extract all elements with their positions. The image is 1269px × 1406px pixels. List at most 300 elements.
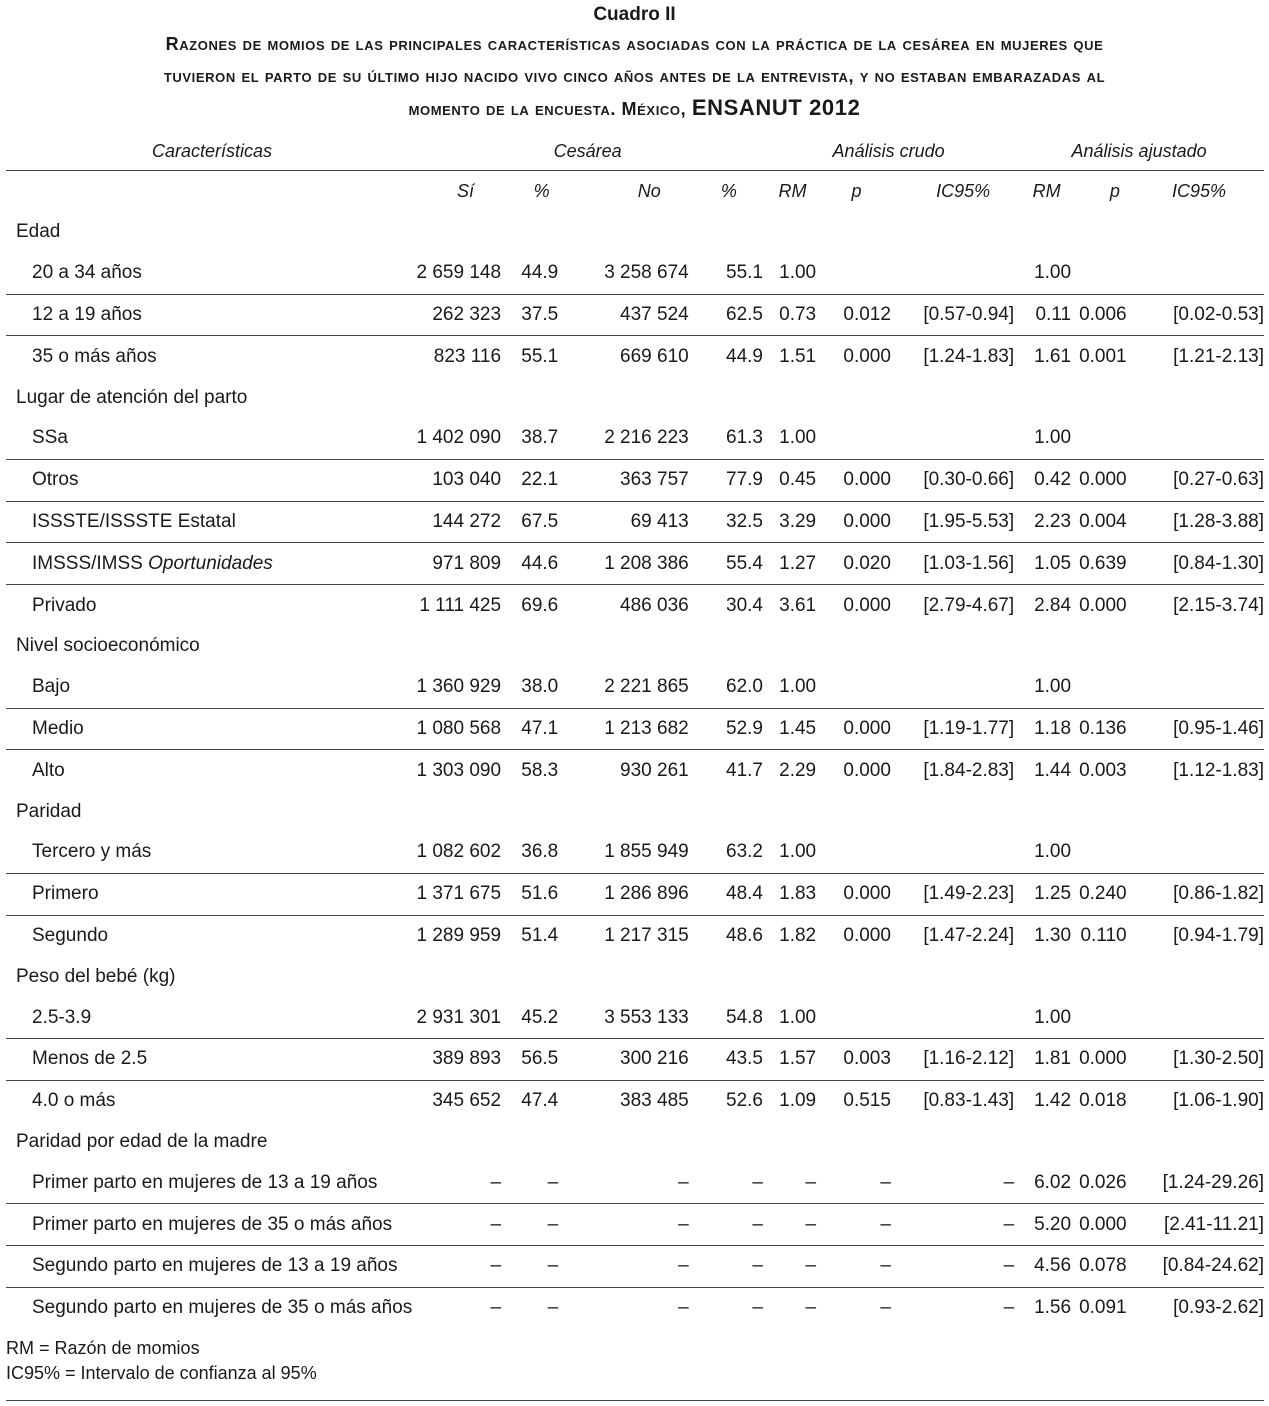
cell-pct-no: – [695,1204,763,1246]
cell-rm-crudo: 1.00 [779,841,817,863]
cell-p-ajustado: 0.000 [1079,1204,1151,1246]
characteristic-text: Medio [32,717,84,739]
cell-p-crudo: 0.012 [822,294,891,336]
cell-rm-crudo: – [763,1204,822,1246]
cell-ic-ajustado: [0.93-2.62] [1151,1287,1264,1328]
cell-ic-ajustado: [0.27-0.63] [1151,459,1264,501]
cell-si: 1 360 929 [416,676,502,698]
header-row-groups [6,132,1264,171]
cell-rm-ajustado: 5.20 [1014,1204,1079,1246]
header-pct-si: % [533,181,550,201]
cell-rm-crudo: 1.51 [763,336,822,377]
cell-p-ajustado: 0.000 [1079,1038,1151,1080]
cell-rm-crudo: 2.29 [763,750,822,791]
cell-pct-si: 56.5 [507,1038,576,1080]
cell-pct-si: 55.1 [507,336,576,377]
title-line-2: tuvieron el parto de su último hijo nacido vivo cinco años antes de la entrevista, y no estaban embarazadas al [163,66,1106,86]
cell-pct-si: 38.0 [521,676,559,698]
cell-si: 262 323 [412,294,507,336]
cell-pct-no: 55.1 [726,262,763,284]
row-characteristic [6,1204,412,1246]
row-characteristic [6,667,412,708]
characteristic-italic-text: Oportunidades [148,552,273,574]
cell-pct-si: 58.3 [507,750,576,791]
cell-pct-si: – [507,1204,576,1246]
survey-name: ENSANUT 2012 [691,95,861,120]
cell-si: – [412,1204,507,1246]
cell-ic-ajustado: [0.95-1.46] [1151,708,1264,750]
cell-p-ajustado: 0.110 [1079,915,1151,956]
table-row [6,667,1264,708]
characteristic-text: ISSSTE/ISSSTE Estatal [32,510,236,532]
characteristic-text: 20 a 34 años [32,262,142,284]
cell-rm-crudo: 1.00 [779,427,817,449]
characteristic-text: Otros [32,469,79,491]
characteristic-text: Segundo parto en mujeres de 13 a 19 años [32,1255,398,1277]
cell-pct-si: 69.6 [507,585,576,626]
header-rm-ajustado: RM [1032,181,1061,201]
cell-p-crudo [822,667,891,708]
characteristic-text: 35 o más años [32,345,157,367]
cell-ic-crudo: – [1003,1171,1015,1193]
table-row [6,915,1264,956]
cell-rm-crudo: 1.27 [763,543,822,585]
header-no: No [637,181,661,201]
table-row [6,750,1264,791]
cell-p-crudo: 0.000 [822,459,891,501]
cell-rm-ajustado: 1.30 [1014,915,1079,956]
row-characteristic [6,750,412,791]
characteristic-text: Primero [32,883,99,905]
cell-no: – [576,1287,694,1328]
cell-rm-ajustado: 2.84 [1014,585,1079,626]
cell-si: 2 659 148 [416,262,502,284]
cell-ic-crudo: [0.30-0.66] [891,459,1014,501]
cell-p-crudo: 0.020 [822,543,891,585]
cell-rm-ajustado: 1.05 [1014,543,1079,585]
cell-no: 1 286 896 [576,873,694,915]
row-characteristic [6,708,412,750]
table-row [6,1080,1264,1121]
cell-rm-ajustado: 1.56 [1014,1287,1079,1328]
cell-p-crudo: – [822,1204,891,1246]
cell-rm-ajustado: 1.00 [1034,676,1072,698]
cell-ic-ajustado: [0.02-0.53] [1151,294,1264,336]
cell-si: 345 652 [412,1080,507,1121]
cell-ic-ajustado [1151,832,1264,873]
section-label: Paridad por edad de la madre [16,1130,268,1152]
cell-rm-crudo: 3.61 [763,585,822,626]
cell-si: 144 272 [412,501,507,543]
header-p-ajustado: p [1109,181,1120,201]
cell-pct-no: 30.4 [695,585,763,626]
table-row [6,543,1264,585]
characteristic-text: 4.0 o más [32,1090,116,1112]
cell-p-ajustado [1079,997,1151,1038]
cell-rm-crudo: 1.00 [779,676,817,698]
cell-p-crudo: – [822,1287,891,1328]
cell-ic-crudo [891,997,1014,1038]
row-characteristic [6,336,412,377]
cell-ic-crudo: [1.19-1.77] [891,708,1014,750]
title-line-3-text: momento de la encuesta. México, [408,99,687,119]
table-row [6,501,1264,543]
cell-p-crudo: 0.003 [822,1038,891,1080]
section-row [6,956,1264,997]
cell-no: 437 524 [576,294,694,336]
cell-ic-ajustado: [1.12-1.83] [1151,750,1264,791]
header-p-crudo: p [851,181,862,201]
cell-ic-ajustado: [1.06-1.90] [1151,1080,1264,1121]
row-characteristic [6,873,412,915]
cell-p-ajustado: 0.091 [1079,1287,1151,1328]
cell-pct-si: 45.2 [521,1006,559,1028]
cell-ic-ajustado: [0.84-1.30] [1151,543,1264,585]
cell-ic-crudo: [1.47-2.24] [891,915,1014,956]
cell-pct-no: 62.5 [695,294,763,336]
cell-pct-si: 44.6 [507,543,576,585]
cell-no: 930 261 [576,750,694,791]
cell-ic-ajustado: [1.28-3.88] [1151,501,1264,543]
cell-pct-no: 62.0 [726,676,763,698]
cell-ic-crudo: [2.79-4.67] [891,585,1014,626]
cell-p-crudo: 0.515 [822,1080,891,1121]
cell-p-ajustado [1079,667,1151,708]
cell-si: 1 303 090 [412,750,507,791]
characteristic-text: Bajo [32,676,71,698]
cell-pct-no: 52.6 [695,1080,763,1121]
cell-pct-no: 43.5 [695,1038,763,1080]
cell-p-crudo [822,997,891,1038]
cell-pct-no: 48.6 [695,915,763,956]
row-characteristic [6,253,412,294]
cell-no: – [678,1171,689,1193]
cell-p-ajustado [1079,418,1151,459]
cell-rm-ajustado: 4.56 [1014,1245,1079,1287]
cell-ic-ajustado: [1.21-2.13] [1151,336,1264,377]
cell-no: 1 208 386 [576,543,694,585]
header-analisis-crudo: Análisis crudo [763,132,1014,171]
table-row [6,1204,1264,1246]
cell-p-ajustado: 0.003 [1079,750,1151,791]
cell-si: 103 040 [412,459,507,501]
cell-p-crudo: – [880,1171,891,1193]
header-pct-no: % [720,181,737,201]
cell-pct-no: 32.5 [695,501,763,543]
cell-p-crudo [822,418,891,459]
cell-rm-crudo: 1.45 [763,708,822,750]
cell-ic-crudo [891,667,1014,708]
cell-no: 669 610 [576,336,694,377]
section-label: Lugar de atención del parto [16,386,248,408]
cell-ic-ajustado: [2.15-3.74] [1151,585,1264,626]
cell-ic-ajustado: [0.84-24.62] [1151,1245,1264,1287]
header-caracteristicas: Características [6,132,412,171]
cell-pct-no: 52.9 [695,708,763,750]
cell-ic-crudo: [1.24-1.83] [891,336,1014,377]
section-row [6,212,1264,253]
header-ic-ajustado: IC95% [1171,181,1226,201]
characteristic-text: Tercero y más [32,841,152,863]
cell-p-crudo: 0.000 [822,750,891,791]
cell-p-ajustado [1079,253,1151,294]
characteristic-text: Primer parto en mujeres de 13 a 19 años [32,1171,378,1193]
title-line-1: Razones de momios de las principales características asociadas con la práctica de la cesárea en mujeres que [165,34,1104,54]
cell-rm-crudo: 0.73 [763,294,822,336]
table-row [6,997,1264,1038]
table-label: Cuadro II [593,4,676,25]
cell-rm-ajustado: 1.81 [1014,1038,1079,1080]
cell-rm-ajustado: 1.18 [1014,708,1079,750]
cell-rm-ajustado: 1.00 [1034,841,1072,863]
cell-ic-crudo [891,253,1014,294]
cell-ic-crudo: [1.16-2.12] [891,1038,1014,1080]
table-row [6,873,1264,915]
cell-rm-crudo: 1.09 [763,1080,822,1121]
cell-rm-crudo: 1.82 [763,915,822,956]
row-characteristic [6,543,412,585]
cell-pct-no: 54.8 [726,1006,763,1028]
row-characteristic [6,1245,412,1287]
cell-no: 2 216 223 [604,427,689,449]
cell-rm-ajustado: 0.42 [1014,459,1079,501]
cell-p-crudo: 0.000 [822,873,891,915]
cell-pct-si: 67.5 [507,501,576,543]
cell-pct-no: 77.9 [695,459,763,501]
cell-ic-crudo: – [891,1204,1014,1246]
cell-rm-crudo: 1.57 [763,1038,822,1080]
cell-rm-crudo: 1.00 [779,262,817,284]
row-characteristic [6,1162,412,1203]
cell-pct-no: 41.7 [695,750,763,791]
cell-si: – [412,1245,507,1287]
cell-si: – [412,1287,507,1328]
cell-rm-crudo: 1.00 [779,1006,817,1028]
cell-pct-no: – [752,1171,763,1193]
table-row [6,1287,1264,1328]
section-row [6,791,1264,832]
cell-p-crudo: 0.000 [822,501,891,543]
cell-no: 486 036 [576,585,694,626]
cell-pct-no: 55.4 [695,543,763,585]
footnotes [6,1336,317,1386]
cell-ic-crudo: [0.83-1.43] [891,1080,1014,1121]
cell-pct-si: 44.9 [521,262,559,284]
cell-pct-si: 36.8 [521,841,559,863]
cell-ic-ajustado [1151,253,1264,294]
characteristic-text: Privado [32,594,97,616]
cell-ic-crudo [891,418,1014,459]
cell-rm-ajustado: 1.00 [1034,1006,1072,1028]
section-row [6,377,1264,418]
header-row-columns [6,171,1264,213]
cell-pct-si: 51.4 [507,915,576,956]
cell-no: – [576,1245,694,1287]
row-characteristic [6,1038,412,1080]
section-row [6,1122,1264,1163]
footnote-ic95: IC95% = Intervalo de confianza al 95% [6,1363,317,1383]
cell-no: 383 485 [576,1080,694,1121]
cell-pct-no: 63.2 [726,841,763,863]
cell-p-ajustado: 0.006 [1079,294,1151,336]
header-si: Sí [457,181,475,201]
cell-ic-crudo: [1.95-5.53] [891,501,1014,543]
section-label: Peso del bebé (kg) [16,965,176,987]
table-title-block [0,0,1269,125]
cell-p-ajustado [1079,832,1151,873]
cell-ic-ajustado: [2.41-11.21] [1151,1204,1264,1246]
cell-si: 1 080 568 [412,708,507,750]
cell-no: 69 413 [576,501,694,543]
cell-p-crudo: – [822,1245,891,1287]
cell-pct-si: 37.5 [507,294,576,336]
section-label: Nivel socioeconómico [16,635,200,657]
cell-no: 2 221 865 [604,676,689,698]
cell-pct-no: 61.3 [726,427,763,449]
row-characteristic [6,459,412,501]
cell-ic-ajustado: [0.86-1.82] [1151,873,1264,915]
characteristic-text: 2.5-3.9 [32,1006,92,1028]
cell-pct-si: – [507,1287,576,1328]
table-row [6,418,1264,459]
header-cesarea: Cesárea [412,132,763,171]
row-characteristic [6,915,412,956]
cell-p-ajustado: 0.000 [1079,459,1151,501]
characteristic-text: IMSSS/IMSS [32,552,143,574]
cell-p-ajustado: 0.000 [1079,585,1151,626]
header-empty [6,171,412,213]
cell-ic-crudo: – [891,1245,1014,1287]
cell-p-ajustado: 0.240 [1079,873,1151,915]
cell-si: 2 931 301 [416,1006,502,1028]
cell-si: – [490,1171,502,1193]
table-row [6,253,1264,294]
cell-no: 300 216 [576,1038,694,1080]
cell-pct-si: 38.7 [521,427,559,449]
cell-ic-crudo: [1.03-1.56] [891,543,1014,585]
characteristic-text: Segundo parto en mujeres de 35 o más años [32,1297,413,1319]
cell-pct-si: – [507,1245,576,1287]
cell-rm-crudo: – [805,1171,817,1193]
cell-ic-ajustado: [1.30-2.50] [1151,1038,1264,1080]
cell-rm-crudo: 0.45 [763,459,822,501]
cell-rm-ajustado: 1.25 [1014,873,1079,915]
header-rm-crudo: RM [778,181,807,201]
row-characteristic [6,418,412,459]
cell-p-ajustado: 0.639 [1079,543,1151,585]
section-label: Edad [16,221,61,243]
cell-p-ajustado: 0.136 [1079,708,1151,750]
table-row [6,336,1264,377]
footnote-rm: RM = Razón de momios [6,1338,200,1358]
cell-ic-crudo: [0.57-0.94] [891,294,1014,336]
cell-rm-crudo: 3.29 [763,501,822,543]
row-characteristic [6,1080,412,1121]
cell-p-ajustado: 0.018 [1079,1080,1151,1121]
cell-ic-crudo: [1.84-2.83] [891,750,1014,791]
row-characteristic [6,501,412,543]
cell-no: 1 217 315 [576,915,694,956]
cell-p-ajustado: 0.001 [1079,336,1151,377]
cell-si: 389 893 [412,1038,507,1080]
cell-ic-ajustado [1151,667,1264,708]
cell-rm-crudo: – [763,1287,822,1328]
cell-ic-crudo [891,832,1014,873]
cell-pct-si: 22.1 [507,459,576,501]
cell-pct-no: 48.4 [695,873,763,915]
cell-rm-ajustado: 2.23 [1014,501,1079,543]
cell-no: 1 855 949 [604,841,689,863]
title-line-3 [0,92,1269,125]
table-row [6,585,1264,626]
section-label: Paridad [16,800,82,822]
cell-rm-ajustado: 1.00 [1034,427,1072,449]
table-row [6,459,1264,501]
cell-si: 1 371 675 [412,873,507,915]
row-characteristic [6,1287,412,1328]
characteristic-text: Menos de 2.5 [32,1048,148,1070]
cell-pct-si: – [547,1171,559,1193]
cell-no: – [576,1204,694,1246]
table-body [6,212,1264,1329]
cell-ic-crudo: [1.49-2.23] [891,873,1014,915]
cell-rm-ajustado: 1.42 [1014,1080,1079,1121]
table-row [6,832,1264,873]
characteristic-text: SSa [32,427,68,449]
cell-rm-crudo: – [763,1245,822,1287]
row-characteristic [6,997,412,1038]
cell-si: 1 082 602 [416,841,502,863]
cell-no: 3 258 674 [604,262,689,284]
header-analisis-ajustado: Análisis ajustado [1014,132,1264,171]
cell-no: 3 553 133 [604,1006,689,1028]
cell-p-crudo [822,253,891,294]
cell-si: 971 809 [412,543,507,585]
cell-p-crudo: 0.000 [822,915,891,956]
characteristic-text: Primer parto en mujeres de 35 o más años [32,1213,393,1235]
cell-pct-si: 47.1 [507,708,576,750]
bottom-rule [6,1400,1264,1401]
cell-p-crudo: 0.000 [822,708,891,750]
row-characteristic [6,294,412,336]
characteristic-text: 12 a 19 años [32,303,142,325]
cell-si: 1 111 425 [412,585,507,626]
cell-no: 1 213 682 [576,708,694,750]
characteristic-text: Segundo [32,924,109,946]
cell-p-ajustado: 0.004 [1079,501,1151,543]
cell-ic-ajustado [1151,997,1264,1038]
cell-pct-no: – [695,1287,763,1328]
cell-p-ajustado: 0.078 [1079,1245,1151,1287]
cell-pct-no: – [695,1245,763,1287]
cell-p-crudo [822,832,891,873]
cell-rm-crudo: 1.83 [763,873,822,915]
table-row [6,1245,1264,1287]
cell-si: 823 116 [412,336,507,377]
cell-p-crudo: 0.000 [822,336,891,377]
cell-rm-ajustado: 6.02 [1034,1171,1072,1193]
cell-pct-si: 47.4 [507,1080,576,1121]
cell-rm-ajustado: 0.11 [1014,294,1079,336]
table-row [6,1162,1264,1203]
characteristic-text: Alto [32,759,65,781]
section-row [6,626,1264,667]
table-row [6,708,1264,750]
cell-p-crudo: 0.000 [822,585,891,626]
cell-ic-ajustado: [1.24-29.26] [1162,1171,1264,1193]
cell-rm-ajustado: 1.00 [1034,262,1072,284]
cell-pct-si: 51.6 [507,873,576,915]
